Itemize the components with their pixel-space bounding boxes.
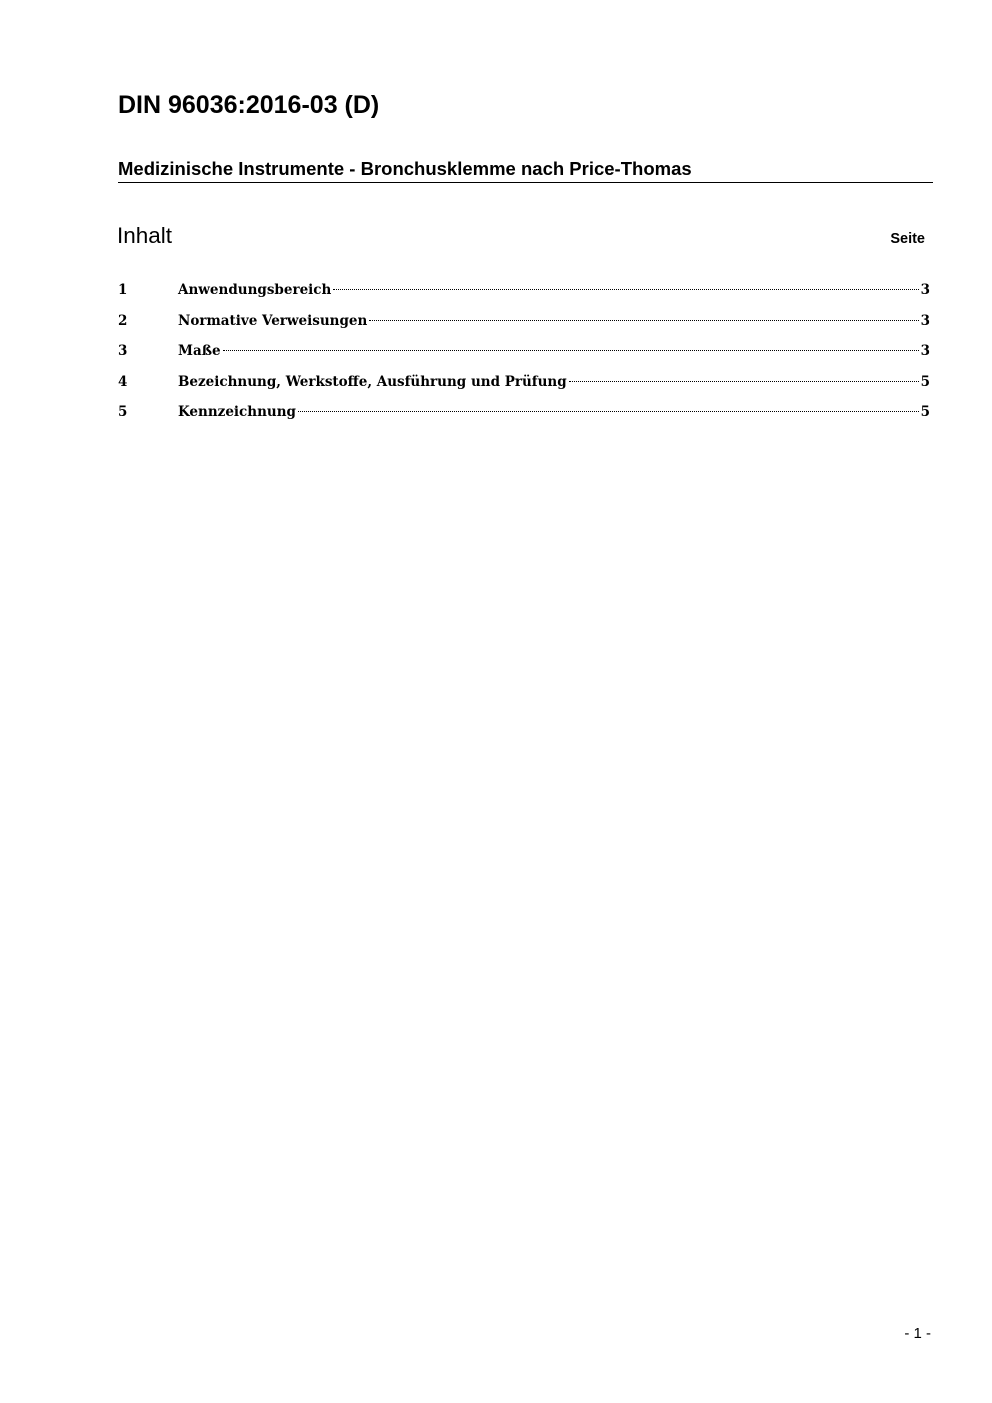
toc-entry-title: Kennzeichnung: [178, 404, 296, 420]
toc-dot-leader: [298, 411, 919, 412]
toc-dot-leader: [223, 350, 919, 351]
toc-entry-page: 3: [920, 282, 930, 298]
toc-entry-masse[interactable]: [118, 339, 930, 370]
page-number: - 1 -: [904, 1325, 931, 1342]
toc-entry-number: 5: [118, 404, 128, 420]
toc-entry-number: 1: [118, 282, 128, 298]
document-title: DIN 96036:2016-03 (D): [118, 91, 380, 119]
toc-entry-page: 3: [920, 312, 930, 329]
toc-entry-page: 5: [920, 404, 930, 420]
toc-page-column-label: Seite: [890, 231, 925, 247]
toc-entry-normative-verweisungen[interactable]: [118, 309, 930, 340]
document-subtitle: Medizinische Instrumente - Bronchusklemme nach Price-Thomas: [118, 157, 933, 183]
toc-entry-page: 5: [920, 373, 930, 390]
toc-entry-page: 3: [920, 343, 930, 359]
toc-entry-title: Anwendungsbereich: [178, 282, 332, 298]
toc-heading: Inhalt: [117, 223, 173, 248]
toc-entry-anwendungsbereich[interactable]: [118, 278, 930, 309]
toc-entry-title: Maße: [178, 343, 221, 359]
toc-dot-leader: [333, 289, 918, 290]
toc-dot-leader: [369, 320, 918, 321]
toc-entry-number: 3: [118, 343, 128, 359]
toc-entry-bezeichnung[interactable]: [118, 370, 930, 401]
table-of-contents: [118, 278, 930, 431]
toc-entry-number: 4: [118, 373, 128, 390]
toc-entry-title: Bezeichnung, Werkstoffe, Ausführung und Prüfung: [178, 373, 567, 390]
toc-dot-leader: [569, 381, 919, 382]
toc-entry-kennzeichnung[interactable]: [118, 400, 930, 431]
toc-entry-title: Normative Verweisungen: [178, 312, 368, 329]
toc-entry-number: 2: [118, 312, 128, 329]
